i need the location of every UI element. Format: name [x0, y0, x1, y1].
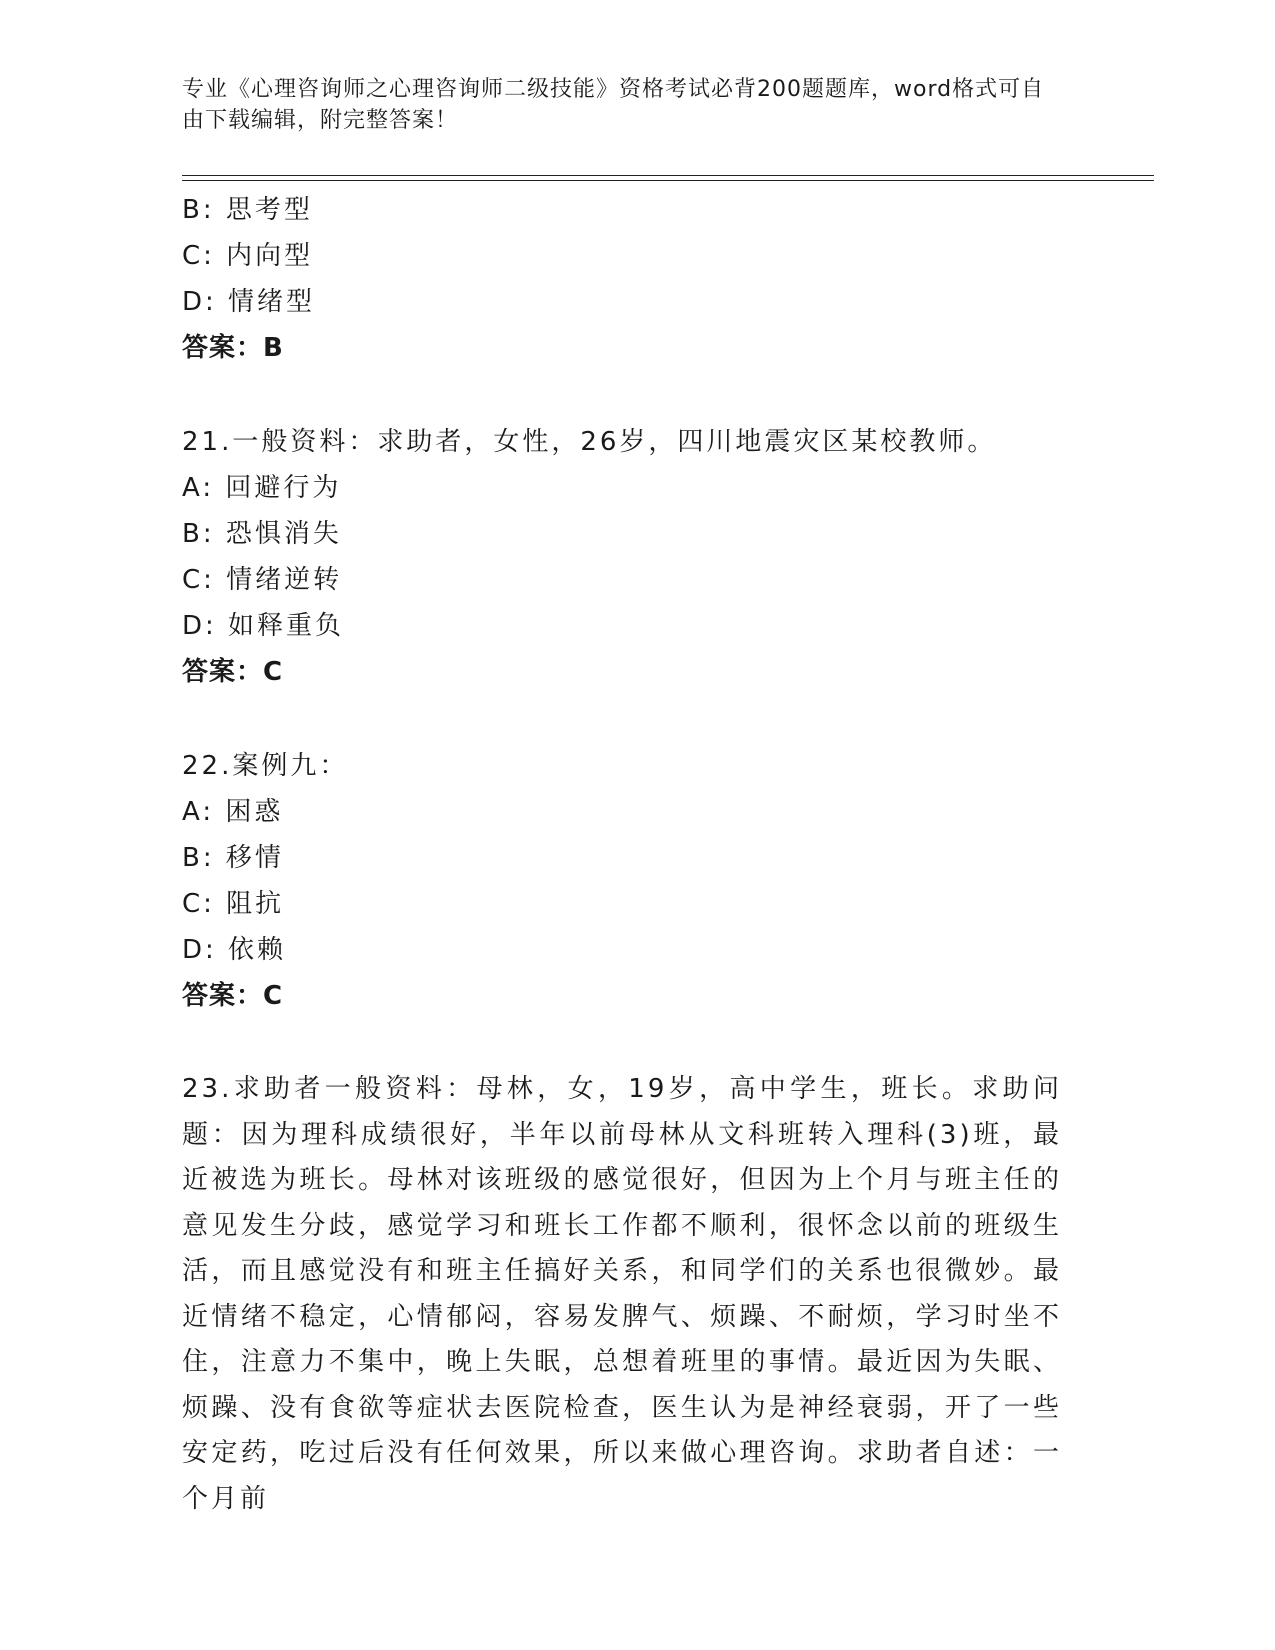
spacer	[182, 371, 1082, 419]
question-stem: 22.案例九：	[182, 751, 349, 781]
question-block-23	[182, 1067, 1082, 1522]
question-block-prev	[182, 187, 1082, 371]
question-stem: 21.一般资料：求助者，女性，26岁，四川地震灾区某校教师。	[182, 427, 997, 457]
option-d: D: 如释重负	[182, 611, 345, 641]
answer-line: 答案：C	[182, 657, 284, 687]
option-a: A: 困惑	[182, 797, 284, 827]
question-block-21	[182, 419, 1082, 695]
option-c: C: 情绪逆转	[182, 565, 343, 595]
option-c: C: 阻抗	[182, 889, 285, 919]
option-a: A: 回避行为	[182, 473, 342, 503]
document-body	[182, 187, 1082, 1522]
header-divider-bottom	[182, 180, 1154, 181]
spacer	[182, 695, 1082, 743]
header-title: 专业《心理咨询师之心理咨询师二级技能》资格考试必背200题题库，word格式可自由下载编辑，附完整答案！	[182, 77, 1045, 133]
option-b: B: 思考型	[182, 195, 313, 225]
option-c: C: 内向型	[182, 241, 314, 271]
option-b: B: 恐惧消失	[182, 519, 342, 549]
document-header	[182, 74, 1062, 136]
option-b: B: 移情	[182, 843, 284, 873]
option-d: D: 依赖	[182, 935, 287, 965]
spacer	[182, 1019, 1082, 1067]
answer-line: 答案：B	[182, 333, 284, 363]
question-block-22	[182, 743, 1082, 1019]
header-divider-top	[182, 175, 1154, 176]
question-stem: 23.求助者一般资料：母林，女，19岁，高中学生，班长。求助问题：因为理科成绩很好，半年以前母林从文科班转入理科(3)班，最近被选为班长。母林对该班级的感觉很好，但因为上个月与班主任的意见发生分歧，感觉学习和班长工作都不顺利，很怀念以前的班级生活，而且感觉没有和班主任搞好关系，和同学们的关系也很微妙。最近情绪不稳定，心情郁闷，容易发脾气、烦躁、不耐烦，学习时坐不住，注意力不集中，晚上失眠，总想着班里的事情。最近因为失眠、烦躁、没有食欲等症状去医院检查，医生认为是神经衰弱，开了一些安定药，吃过后没有任何效果，所以来做心理咨询。求助者自述：一个月前	[182, 1074, 1062, 1514]
answer-line: 答案：C	[182, 981, 284, 1011]
option-d: D: 情绪型	[182, 287, 316, 317]
